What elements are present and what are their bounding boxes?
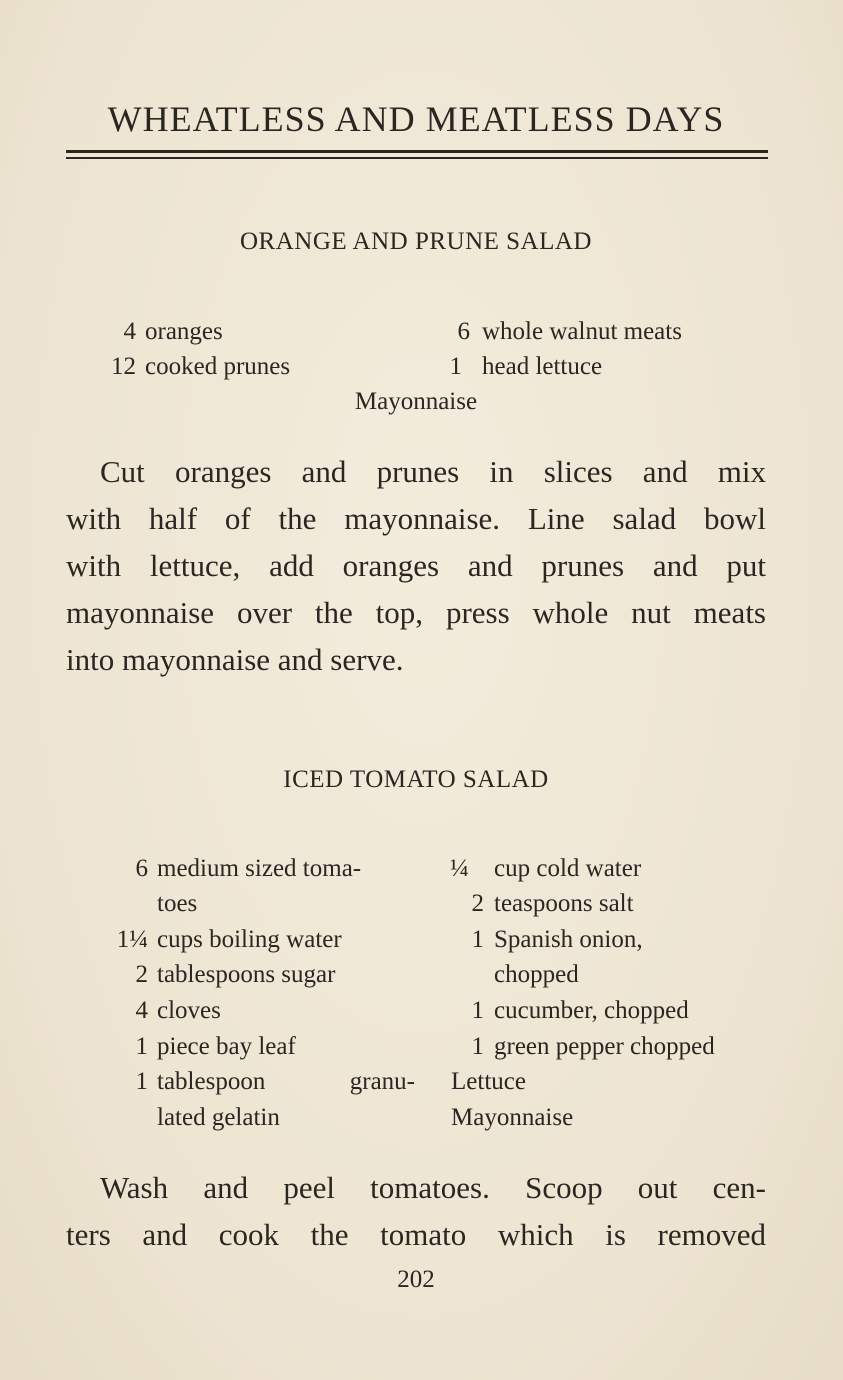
ingredient-item: cups boiling water xyxy=(157,926,342,953)
ingredient-item: Mayonnaise xyxy=(354,388,478,415)
ingredient-item: medium sized toma- xyxy=(157,855,362,882)
ingredient-qty: 6 xyxy=(135,855,148,882)
recipe-directions xyxy=(66,448,766,683)
ingredient-qty: 1¼ xyxy=(116,926,148,953)
ingredient-item: Lettuce xyxy=(451,1068,526,1095)
ingredient-qty: 1 xyxy=(471,1033,484,1060)
directions-line: into mayonnaise and serve. xyxy=(66,642,404,677)
ingredient-qty: 4 xyxy=(135,997,148,1024)
ingredient-item: whole walnut meats xyxy=(482,318,682,345)
ingredient-item: cucumber, chopped xyxy=(494,997,689,1024)
ingredient-qty: ¼ xyxy=(450,855,469,882)
ingredient-item: lated gelatin xyxy=(157,1104,280,1131)
ingredient-item: teaspoons salt xyxy=(494,890,634,917)
ingredient-qty: 1 xyxy=(471,997,484,1024)
ingredient-item: chopped xyxy=(494,961,579,988)
ingredient-qty: 4 xyxy=(123,318,136,345)
recipe-title: ICED TOMATO SALAD xyxy=(283,766,549,793)
ingredient-item: cup cold water xyxy=(494,855,642,882)
header-rule-thin xyxy=(66,157,768,159)
ingredient-item: Mayonnaise xyxy=(451,1104,574,1131)
directions-line: ters and cook the tomato which is removed xyxy=(66,1217,766,1252)
running-head: WHEATLESS AND MEATLESS DAYS xyxy=(107,99,725,139)
ingredient-qty: 2 xyxy=(135,961,148,988)
ingredient-item: cooked prunes xyxy=(145,353,291,380)
ingredient-item: head lettuce xyxy=(482,353,603,380)
ingredient-item: tablespoons sugar xyxy=(157,961,336,988)
page-number: 202 xyxy=(397,1266,435,1293)
ingredient-qty: 1 xyxy=(135,1068,148,1095)
ingredient-qty: 6 xyxy=(457,318,470,345)
header-rule-thick xyxy=(66,150,768,153)
recipe-title: ORANGE AND PRUNE SALAD xyxy=(240,228,592,255)
directions-line: with half of the mayonnaise. Line salad bowl xyxy=(66,501,766,536)
ingredient-qty: 2 xyxy=(471,890,484,917)
ingredient-item: toes xyxy=(157,890,198,917)
ingredient-item: green pepper chopped xyxy=(494,1033,715,1060)
directions-line: mayonnaise over the top, press whole nut meats xyxy=(66,595,766,630)
ingredient-item: oranges xyxy=(145,318,223,345)
recipe-directions xyxy=(66,1164,766,1258)
ingredient-qty: 1 xyxy=(135,1033,148,1060)
ingredient-qty: 12 xyxy=(111,353,136,380)
ingredient-item: piece bay leaf xyxy=(157,1033,296,1060)
directions-line: with lettuce, add oranges and prunes and put xyxy=(66,548,766,583)
directions-line: Cut oranges and prunes in slices and mix xyxy=(100,454,766,489)
ingredient-qty: 1 xyxy=(449,353,462,380)
ingredient-qty: 1 xyxy=(471,926,484,953)
ingredient-item: cloves xyxy=(157,997,221,1024)
ingredient-item: Spanish onion, xyxy=(494,926,643,953)
ingredient-item: tablespoon granu- xyxy=(157,1068,415,1095)
directions-line: Wash and peel tomatoes. Scoop out cen- xyxy=(100,1170,766,1205)
